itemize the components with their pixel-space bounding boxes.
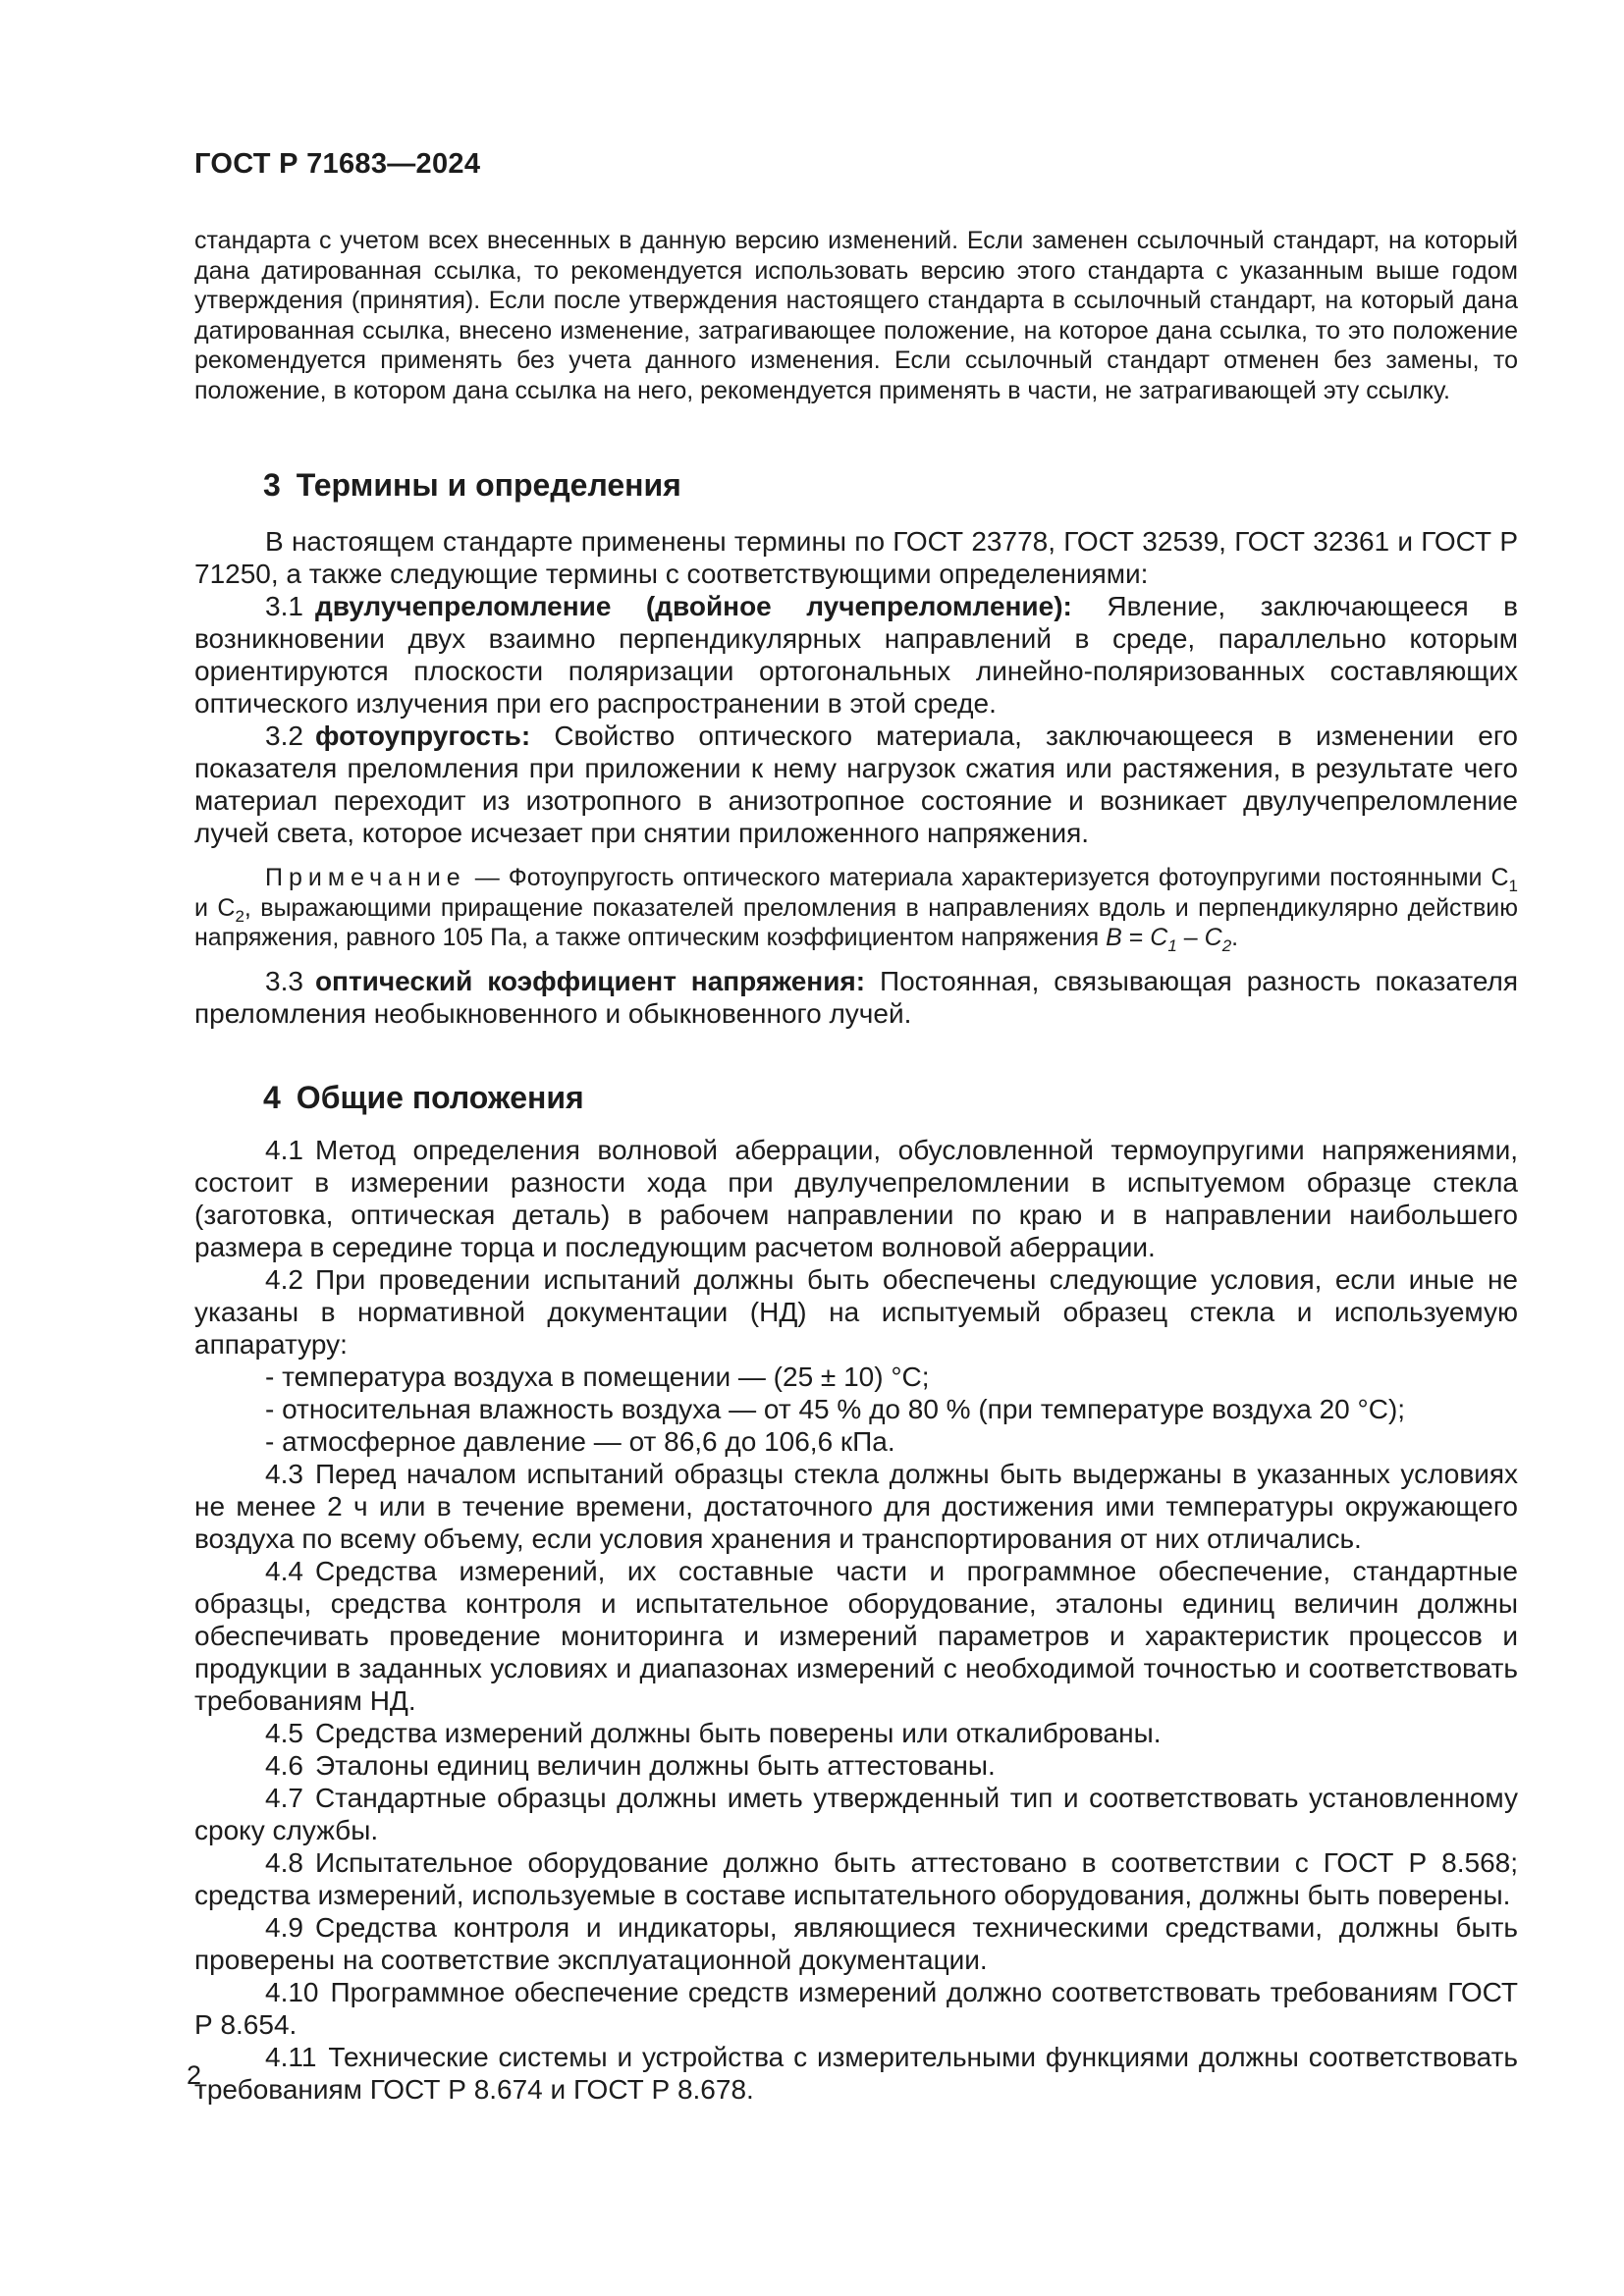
- term-3-1-term: двулучепреломление (двойное лучепреломление):: [314, 591, 1108, 621]
- clause-text: Программное обеспечение средств измерений должно соответствовать требованиям ГОСТ Р 8.654.: [194, 1976, 1518, 2040]
- clause-text: Перед началом испытаний образцы стекла должны быть выдержаны в указанных условиях не менее 2 ч или в течение времени, достаточного для достижения ими температуры окружающего воздуха по всему объему, если условия хранения и транспортирования от них отличались.: [194, 1458, 1518, 1554]
- clause-4-6: [194, 1749, 1518, 1782]
- formula-var-c2: C: [1204, 924, 1222, 951]
- term-3-1-number: 3.1: [265, 591, 303, 621]
- clause-number: 4.3: [265, 1458, 303, 1489]
- clause-number: 4.10: [265, 1976, 319, 2007]
- clause-text: Технические системы и устройства с измерительными функциями должны соответствовать требованиям ГОСТ Р 8.674 и ГОСТ Р 8.678.: [194, 2041, 1518, 2105]
- section-3-heading: [263, 466, 1518, 504]
- term-3-1: [194, 590, 1518, 720]
- note-text: и С: [194, 893, 236, 922]
- formula-c1-subscript: 1: [1167, 936, 1177, 955]
- term-3-3-definition: Постоянная, связывающая разность показателя преломления необыкновенного и обыкновенного лучей.: [194, 965, 1518, 1029]
- term-3-3-number: 3.3: [265, 965, 303, 996]
- clause-text: Стандартные образцы должны иметь утвержденный тип и соответствовать установленному сроку службы.: [194, 1782, 1518, 1845]
- clause-number: 4.11: [265, 2041, 317, 2072]
- clause-text: Средства измерений должны быть поверены или откалиброваны.: [314, 1717, 1162, 1748]
- clause-4-4: [194, 1555, 1518, 1717]
- clause-number: 4.4: [265, 1555, 303, 1586]
- clause-number: 4.6: [265, 1749, 303, 1781]
- clause-4-9: [194, 1911, 1518, 1976]
- clause-text: Средства контроля и индикаторы, являющиеся техническими средствами, должны быть проверены на соответствие эксплуатационной документации.: [194, 1911, 1518, 1975]
- section-4-heading: [263, 1079, 1518, 1116]
- clause-4-2: [194, 1263, 1518, 1361]
- term-3-2-term: фотоупругость:: [314, 721, 555, 751]
- note-text: .: [1231, 924, 1239, 951]
- formula-equals: =: [1121, 924, 1151, 951]
- page-content: [194, 147, 1518, 2106]
- clause-text: Средства измерений, их составные части и программное обеспечение, стандартные образцы, средства контроля и испытательное оборудование, эталоны единиц величин должны обеспечивать проведение мониторинга и измерений параметров и характеристик процессов и продукции в заданных условиях и диапазонах измерений с необходимой точностью и соответствовать требованиям НД.: [194, 1555, 1518, 1716]
- section-3-title: Термины и определения: [296, 467, 681, 503]
- formula-var-b: B: [1106, 924, 1122, 951]
- condition-item-pressure: - атмосферное давление — от 86,6 до 106,6 кПа.: [265, 1425, 895, 1457]
- term-3-2-number: 3.2: [265, 721, 303, 751]
- term-3-3-term: оптический коэффициент напряжения:: [314, 965, 880, 996]
- clause-4-10: [194, 1976, 1518, 2041]
- clause-number: 4.5: [265, 1717, 303, 1748]
- section-4-number: 4: [263, 1079, 281, 1115]
- clause-text: При проведении испытаний должны быть обеспечены следующие условия, если иные не указаны в нормативной документации (НД) на испытуемый образец стекла и используемую аппаратуру:: [194, 1263, 1518, 1360]
- formula-minus: –: [1176, 924, 1205, 951]
- clause-number: 4.7: [265, 1782, 303, 1813]
- page-number: 2: [187, 2060, 202, 2090]
- clause-4-5: [194, 1717, 1518, 1749]
- condition-item-temperature: - температура воздуха в помещении — (25 ± 10) °С;: [265, 1361, 930, 1392]
- term-3-2-definition: Свойство оптического материала, заключающееся в изменении его показателя преломления при приложении к нему нагрузок сжатия или растяжения, в результате чего материал переходит из изотропного в анизотропное состояние и возникает двулучепреломление лучей света, которое исчезает при снятии приложенного напряжения.: [194, 721, 1518, 848]
- note-text: — Фотоупругость оптического материала характеризуется фотоупругими постоянными С: [465, 864, 1509, 891]
- clause-text: Эталоны единиц величин должны быть аттестованы.: [314, 1749, 996, 1781]
- note-c1-subscript: 1: [1508, 877, 1518, 895]
- continuation-paragraph: стандарта с учетом всех внесенных в данную версию изменений. Если заменен ссылочный стандарт, на который дана датированная ссылка, то рекомендуется использовать версию этого стандарта с указанным выше годом утверждения (принятия). Если после утверждения настоящего стандарта в ссылочный стандарт, на который дана датированная ссылка, внесено изменение, затрагивающее положение, на которое дана ссылка, то это положение рекомендуется применять без учета данного изменения. Если ссылочный стандарт отменен без замены, то положение, в котором дана ссылка на него, рекомендуется применять в части, не затрагивающей эту ссылку.: [194, 227, 1518, 404]
- section-3-intro: В настоящем стандарте применены термины по ГОСТ 23778, ГОСТ 32539, ГОСТ 32361 и ГОСТ Р 71250, а также следующие термины с соответствующими определениями:: [194, 526, 1518, 589]
- note-paragraph: [194, 863, 1518, 953]
- term-3-3: [194, 965, 1518, 1030]
- clause-text: Испытательное оборудование должно быть аттестовано в соответствии с ГОСТ Р 8.568; средства измерений, используемые в составе испытательного оборудования, должны быть поверены.: [194, 1846, 1518, 1910]
- clause-text: Метод определения волновой аберрации, обусловленной термоупругими напряжениями, состоит в измерении разности хода при двулучепреломлении в испытуемом образце стекла (заготовка, оптическая деталь) в рабочем направлении по краю и в направлении наибольшего размера в середине торца и последующим расчетом волновой аберрации.: [194, 1134, 1518, 1262]
- clause-4-3: [194, 1458, 1518, 1555]
- note-text: , выражающими приращение показателей преломления в направлениях вдоль и перпендикулярно действию напряжения, равного 105 Па, а также оптическим коэффициентом напряжения: [194, 893, 1519, 951]
- clause-4-7: [194, 1782, 1518, 1846]
- formula-var-c1: C: [1150, 924, 1168, 951]
- clause-number: 4.9: [265, 1911, 303, 1943]
- term-3-1-definition: Явление, заключающееся в возникновении двух взаимно перпендикулярных направлений в среде, параллельно которым ориентируются плоскости поляризации ортогональных линейно-поляризованных составляющих оптического излучения при его распространении в этой среде.: [194, 591, 1518, 719]
- clause-4-8: [194, 1846, 1518, 1911]
- clause-number: 4.1: [265, 1134, 303, 1165]
- formula-c2-subscript: 2: [1221, 936, 1232, 955]
- standard-designation: ГОСТ Р 71683—2024: [194, 148, 481, 180]
- condition-item-humidity: - относительная влажность воздуха — от 45 % до 80 % (при температуре воздуха 20 °С);: [265, 1393, 1406, 1424]
- clause-4-11: [194, 2041, 1518, 2106]
- note-label: Примечание: [265, 864, 466, 891]
- section-4-title: Общие положения: [296, 1079, 584, 1115]
- note-c2-subscript: 2: [235, 906, 244, 926]
- term-3-2: [194, 720, 1518, 849]
- clause-number: 4.2: [265, 1263, 303, 1295]
- section-3-number: 3: [263, 467, 281, 503]
- clause-number: 4.8: [265, 1846, 303, 1878]
- clause-4-1: [194, 1134, 1518, 1263]
